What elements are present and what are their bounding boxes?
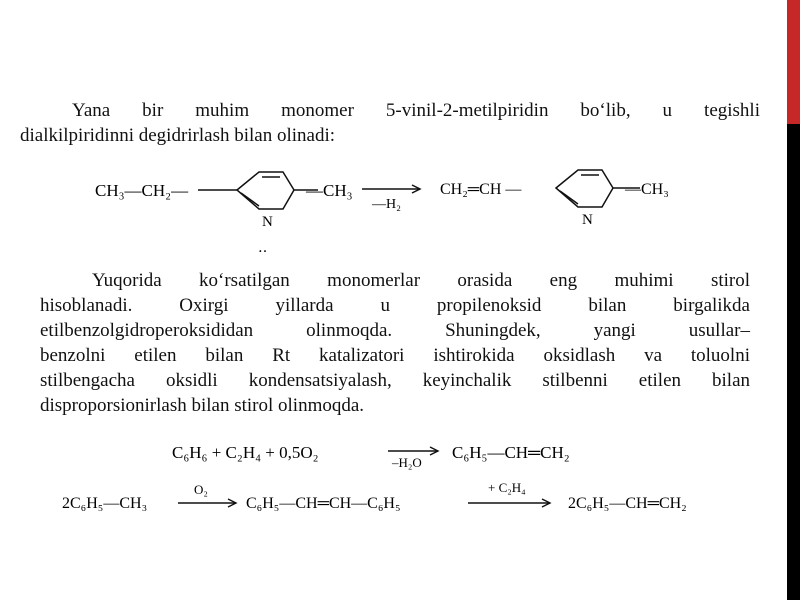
reactant-methyl: —CH₃ xyxy=(306,181,353,200)
main-line-6: disproporsionirlash bilan stirol olinmoqda. xyxy=(40,395,365,416)
main-line-2: hisoblanadi. Oxirgi yillarda u propilenoksid bilan birgalikda xyxy=(40,295,750,316)
ring-nitrogen-reactant: N xyxy=(262,214,273,230)
reaction2-left: C₆H₆ + C₂H₄ + 0,5O₂ xyxy=(172,443,319,462)
main-paragraph xyxy=(40,268,750,418)
reactant-chain: CH₃—CH₂— xyxy=(95,181,189,200)
reaction2-arrow-below: –H₂O xyxy=(392,455,422,470)
reaction-styrene-from-benzene xyxy=(0,434,800,474)
reaction3-arrow2-above: + C₂H₄ xyxy=(488,480,526,495)
intro-line-1: Yana bir muhim monomer 5-vinil-2-metilpiridin bo‘lib, u tegishli xyxy=(72,100,760,121)
main-line-4: benzolni etilen bilan Rt katalizatori ishtirokida oksidlash va toluolni xyxy=(40,345,750,366)
stray-mark: ‥ xyxy=(258,241,268,252)
product-chain: CH₂═CH — xyxy=(440,181,522,198)
intro-paragraph xyxy=(20,98,760,148)
main-line-1: Yuqorida ko‘rsatilgan monomerlar orasida eng muhimi stirol xyxy=(92,270,750,291)
slide-accent-bar xyxy=(787,0,800,124)
reaction3-intermediate: C₆H₅—CH═CH—C₆H₅ xyxy=(246,495,401,512)
ring-nitrogen-product: N xyxy=(582,212,593,228)
reaction2-right: C₆H₅—CH═CH₂ xyxy=(452,443,570,462)
intro-line-2: dialkilpiridinni degidrirlash bilan olinadi: xyxy=(20,125,336,146)
reaction3-product: 2C₆H₅—CH═CH₂ xyxy=(568,495,687,512)
reaction3-arrow1-above: O₂ xyxy=(194,482,208,497)
main-line-5: stilbengacha oksidli kondensatsiyalash, keyinchalik stilbenni etilen bilan xyxy=(40,370,750,391)
arrow-condition: —H₂ xyxy=(372,197,401,212)
product-methyl: —CH₃ xyxy=(625,181,669,198)
reaction-stilbene-route xyxy=(0,478,800,522)
main-line-3: etilbenzolgidroperoksididan olinmoqda. Shuningdek, yangi usullar– xyxy=(40,320,750,341)
reaction-vinylmethylpyridine xyxy=(0,152,800,252)
reaction3-reactant: 2C₆H₅—CH₃ xyxy=(62,495,148,512)
